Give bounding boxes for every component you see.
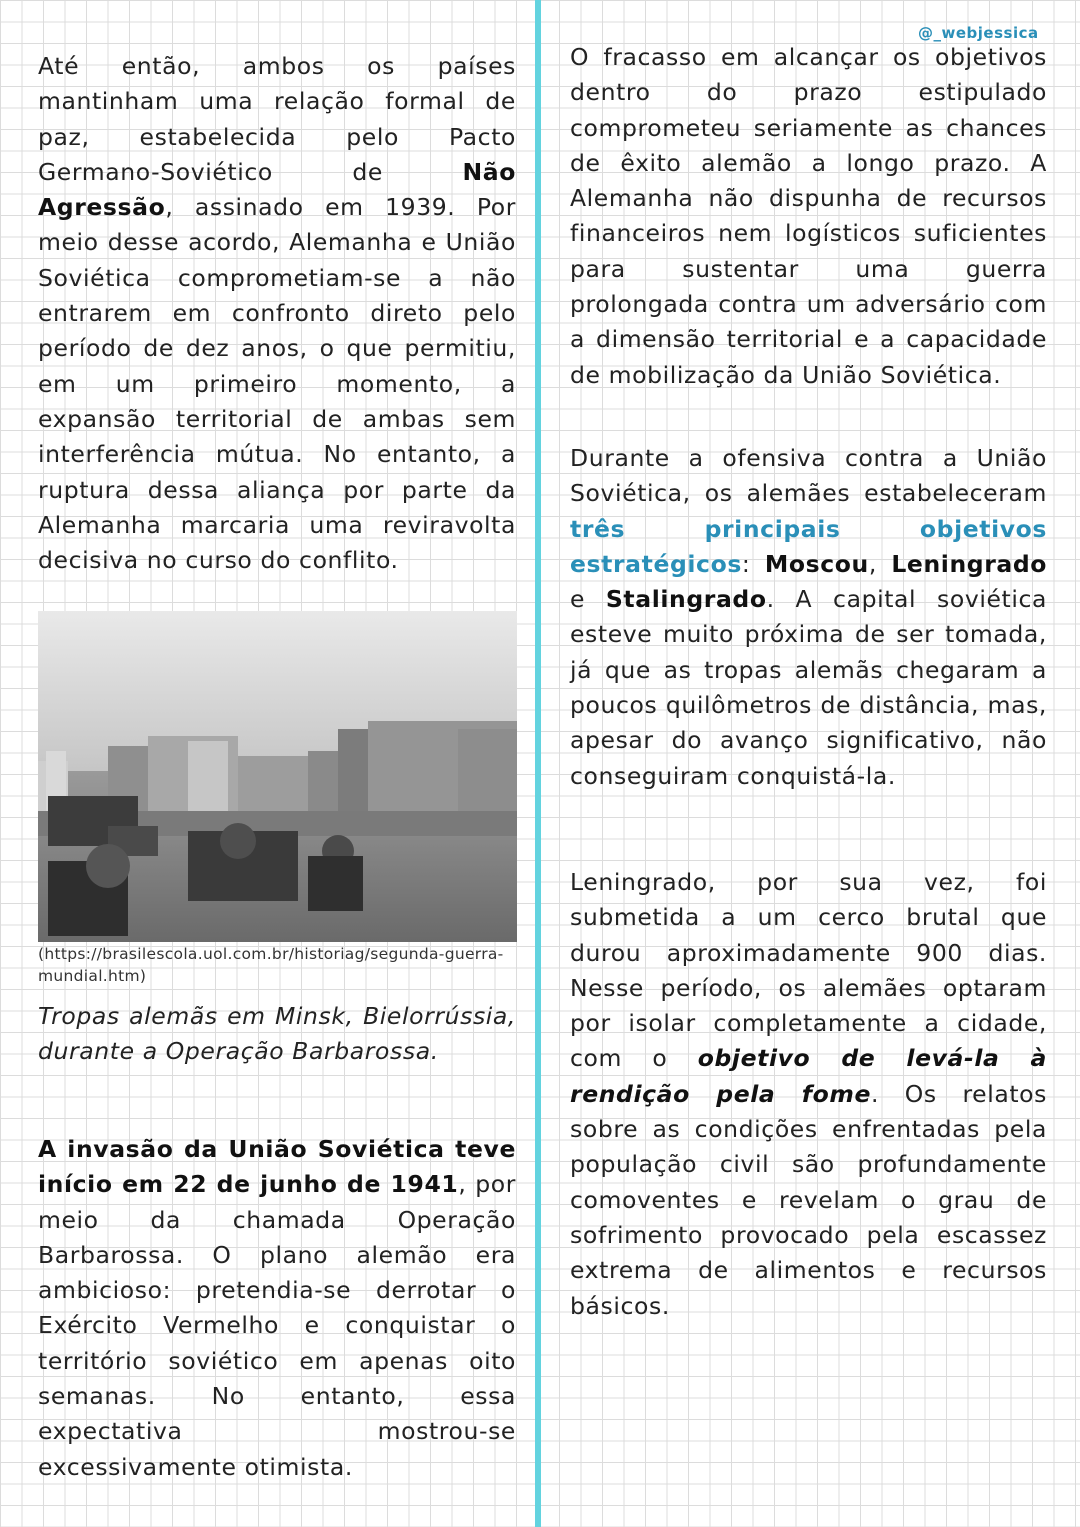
- bold-italic-starvation: objetivo de levá-la à rendição pela fome: [570, 1044, 1048, 1108]
- right-column-p1: [570, 40, 1047, 393]
- paragraph-objectives: Durante a ofensiva contra a União Soviética, os alemães estabeleceram três principais objetivos estratégicos: Moscou, Leningrado e Stalingrado. A capital soviética esteve muito próxima de ser tomada, já que as tropas alemãs chegaram a poucos quilômetros de distância, mas, apesar do avanço significativo, não conseguiram conquistá-la.: [570, 444, 1048, 790]
- bold-stalingrado: Stalingrado: [605, 585, 767, 614]
- right-column-p3: [570, 865, 1047, 1324]
- paragraph-failure: O fracasso em alcançar os objetivos dentro do prazo estipulado comprometeu seriamente as chances de êxito alemão a longo prazo. A Alemanha não dispunha de recursos financeiros nem logísticos suficientes para sustentar uma guerra prolongada contra um adversário com a dimensão territorial e a capacidade de mobilização da União Soviética.: [570, 43, 1047, 389]
- bold-invasion-date: A invasão da União Soviética teve início em 22 de junho de 1941: [38, 1135, 516, 1199]
- photo-source-url: (https://brasilescola.uol.com.br/historiag/segunda-guerra-mundial.htm): [38, 945, 504, 985]
- left-column-lower: [38, 1132, 516, 1485]
- photo-caption: Tropas alemãs em Minsk, Bielorrússia, durante a Operação Barbarossa.: [38, 1002, 516, 1066]
- highlight-objectives: três principais objetivos estratégicos: [570, 514, 1047, 578]
- historical-photo: [38, 611, 517, 942]
- right-column-p2: [570, 441, 1047, 794]
- column-divider: [535, 0, 541, 1527]
- author-handle: @_webjessica: [918, 24, 1039, 42]
- paragraph-leningrad: Leningrado, por sua vez, foi submetida a um cerco brutal que durou aproximadamente 900 dias. Nesse período, os alemães optaram por isolar completamente a cidade, com o objetivo de levá-la à rendição pela fome. Os relatos sobre as condições enfrentadas pela população civil são profundamente comoventes e revelam o grau de sofrimento provocado pela escassez extrema de alimentos e recursos básicos.: [570, 868, 1048, 1320]
- paragraph-invasion: A invasão da União Soviética teve início em 22 de junho de 1941, por meio da chamada Operação Barbarossa. O plano alemão era ambicioso: pretendia-se derrotar o Exército Vermelho e conquistar o território soviético em apenas oito semanas. No entanto, essa expectativa mostrou-se excessivamente otimista.: [38, 1135, 516, 1481]
- paragraph-pact: Até então, ambos os países mantinham uma relação formal de paz, estabelecida pelo Pacto Germano-Soviético de Não Agressão, assinado em 1939. Por meio desse acordo, Alemanha e União Soviética comprometiam-se a não entrarem em confronto direto pelo período de dez anos, o que permitiu, em um primeiro momento, a expansão territorial de ambas sem interferência mútua. No entanto, a ruptura dessa aliança por parte da Alemanha marcaria uma reviravolta decisiva no curso do conflito.: [38, 52, 516, 575]
- bold-nao-agressao: Não Agressão: [38, 157, 516, 222]
- bold-moscou: Moscou: [764, 549, 869, 578]
- photo-troops-minsk: [38, 611, 517, 942]
- bold-leningrado: Leningrado: [891, 549, 1048, 578]
